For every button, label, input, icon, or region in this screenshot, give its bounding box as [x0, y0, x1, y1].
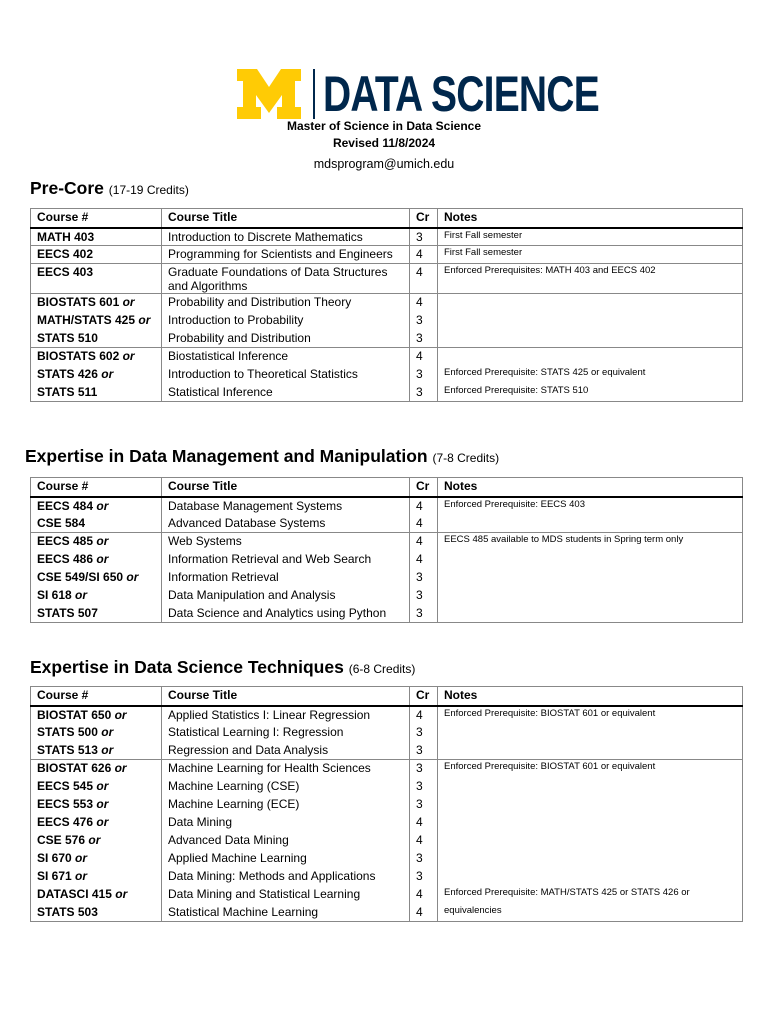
course-notes	[438, 312, 743, 330]
logo-divider	[313, 69, 315, 119]
course-code: SI 618	[37, 587, 72, 602]
course-code: MATH 403	[37, 229, 95, 244]
program-email[interactable]: mdsprogram@umich.edu	[313, 157, 455, 171]
header-title: Course Title	[162, 209, 410, 228]
course-title: Information Retrieval	[162, 569, 410, 587]
course-credits: 3	[410, 850, 438, 868]
course-title: Database Management Systems	[162, 497, 410, 515]
or-connector: or	[101, 742, 114, 757]
course-notes	[438, 850, 743, 868]
course-notes	[438, 814, 743, 832]
course-credits: 4	[410, 246, 438, 264]
course-notes: Enforced Prerequisite: STATS 425 or equivalent	[438, 366, 743, 384]
course-code: SI 670	[37, 850, 72, 865]
course-notes	[438, 515, 743, 533]
course-credits: 4	[410, 886, 438, 904]
course-title: Data Science and Analytics using Python	[162, 605, 410, 623]
course-number	[31, 246, 162, 264]
or-connector: or	[96, 551, 109, 566]
course-credits: 3	[410, 796, 438, 814]
course-title: Web Systems	[162, 533, 410, 551]
program-name: Master of Science in Data Science	[286, 119, 482, 133]
course-notes	[438, 569, 743, 587]
course-notes: Enforced Prerequisite: EECS 403	[438, 497, 743, 515]
course-credits: 4	[410, 832, 438, 850]
course-number	[31, 850, 162, 868]
section-title-data-science-techniques	[30, 656, 415, 680]
course-number	[31, 228, 162, 246]
course-row	[31, 366, 743, 384]
course-row	[31, 228, 743, 246]
course-notes: Enforced Prerequisite: MATH/STATS 425 or STATS 426 or	[438, 886, 743, 904]
or-connector: or	[96, 796, 109, 811]
or-connector: or	[101, 366, 114, 381]
course-number	[31, 868, 162, 886]
or-connector: or	[96, 814, 109, 829]
data-science-techniques-table	[30, 686, 743, 922]
course-credits: 3	[410, 384, 438, 402]
course-row	[31, 587, 743, 605]
course-row	[31, 796, 743, 814]
section-credits: (6-8 Credits)	[348, 662, 416, 676]
course-row	[31, 850, 743, 868]
course-title: Data Manipulation and Analysis	[162, 587, 410, 605]
course-row	[31, 904, 743, 922]
course-notes: EECS 485 available to MDS students in Spring term only	[438, 533, 743, 551]
course-row	[31, 832, 743, 850]
course-number	[31, 533, 162, 551]
course-number	[31, 515, 162, 533]
course-title: Data Mining	[162, 814, 410, 832]
course-number	[31, 497, 162, 515]
course-notes: equivalencies	[438, 904, 743, 922]
course-title: Machine Learning (CSE)	[162, 778, 410, 796]
course-title: Biostatistical Inference	[162, 348, 410, 366]
course-title: Introduction to Discrete Mathematics	[162, 228, 410, 246]
course-notes	[438, 778, 743, 796]
course-row	[31, 760, 743, 778]
course-row	[31, 246, 743, 264]
course-code: EECS 484	[37, 498, 94, 513]
course-title: Machine Learning for Health Sciences	[162, 760, 410, 778]
course-title: Advanced Database Systems	[162, 515, 410, 533]
pre-core-table	[30, 208, 743, 402]
block-m-logo-icon	[237, 69, 301, 119]
course-number	[31, 587, 162, 605]
course-row	[31, 384, 743, 402]
course-title: Information Retrieval and Web Search	[162, 551, 410, 569]
course-number	[31, 742, 162, 760]
course-code: BIOSTATS 601	[37, 295, 120, 309]
section-heading: Pre-Core	[30, 178, 104, 198]
course-title: Advanced Data Mining	[162, 832, 410, 850]
course-credits: 4	[410, 497, 438, 515]
course-code: EECS 553	[37, 796, 94, 811]
course-code: STATS 503	[37, 904, 98, 919]
course-code: BIOSTAT 626	[37, 761, 112, 775]
course-number	[31, 348, 162, 366]
or-connector: or	[115, 886, 128, 901]
table-header-row	[31, 209, 743, 228]
course-credits: 3	[410, 312, 438, 330]
course-title: Probability and Distribution	[162, 330, 410, 348]
course-number	[31, 330, 162, 348]
course-number	[31, 605, 162, 623]
course-title: Statistical Learning I: Regression	[162, 724, 410, 742]
course-credits: 4	[410, 533, 438, 551]
course-notes	[438, 832, 743, 850]
course-number	[31, 760, 162, 778]
course-row	[31, 294, 743, 312]
course-title: Introduction to Theoretical Statistics	[162, 366, 410, 384]
course-credits: 4	[410, 551, 438, 569]
course-code: STATS 500	[37, 724, 98, 739]
course-row	[31, 814, 743, 832]
course-row	[31, 348, 743, 366]
course-number	[31, 904, 162, 922]
logo-wordmark: DATA SCIENCE	[323, 66, 599, 122]
course-row	[31, 778, 743, 796]
course-row	[31, 605, 743, 623]
course-row	[31, 264, 743, 294]
or-connector: or	[75, 587, 88, 602]
course-code: BIOSTATS 602	[37, 349, 120, 363]
course-credits: 3	[410, 605, 438, 623]
course-notes	[438, 724, 743, 742]
course-row	[31, 497, 743, 515]
course-notes	[438, 868, 743, 886]
course-title: Introduction to Probability	[162, 312, 410, 330]
course-title: Data Mining: Methods and Applications	[162, 868, 410, 886]
course-row	[31, 551, 743, 569]
course-number	[31, 814, 162, 832]
course-credits: 4	[410, 348, 438, 366]
or-connector: or	[126, 569, 139, 584]
course-number	[31, 886, 162, 904]
revised-date: Revised 11/8/2024	[332, 136, 436, 150]
or-connector: or	[122, 295, 135, 309]
course-title: Applied Machine Learning	[162, 850, 410, 868]
section-heading: Expertise in Data Management and Manipulation	[25, 446, 428, 466]
course-number	[31, 366, 162, 384]
section-credits: (17-19 Credits)	[108, 183, 189, 197]
course-row	[31, 515, 743, 533]
or-connector: or	[114, 707, 127, 722]
header-credits: Cr	[410, 209, 438, 228]
course-row	[31, 886, 743, 904]
course-notes: Enforced Prerequisite: STATS 510	[438, 384, 743, 402]
or-connector: or	[122, 349, 135, 363]
course-notes	[438, 330, 743, 348]
course-number	[31, 724, 162, 742]
course-title: Statistical Inference	[162, 384, 410, 402]
course-credits: 4	[410, 904, 438, 922]
course-row	[31, 724, 743, 742]
course-title: Data Mining and Statistical Learning	[162, 886, 410, 904]
header-notes: Notes	[438, 478, 743, 497]
course-row	[31, 569, 743, 587]
course-code: STATS 510	[37, 330, 98, 345]
course-code: STATS 507	[37, 605, 98, 620]
course-credits: 4	[410, 294, 438, 312]
course-number	[31, 384, 162, 402]
course-notes: Enforced Prerequisite: BIOSTAT 601 or equivalent	[438, 706, 743, 724]
or-connector: or	[101, 724, 114, 739]
course-row	[31, 330, 743, 348]
course-notes	[438, 742, 743, 760]
course-number	[31, 778, 162, 796]
or-connector: or	[96, 534, 109, 548]
course-title: Regression and Data Analysis	[162, 742, 410, 760]
course-number	[31, 796, 162, 814]
course-number	[31, 832, 162, 850]
course-code: EECS 476	[37, 814, 94, 829]
course-credits: 3	[410, 366, 438, 384]
course-code: CSE 584	[37, 515, 86, 530]
course-row	[31, 533, 743, 551]
course-notes: Enforced Prerequisite: BIOSTAT 601 or equivalent	[438, 760, 743, 778]
course-credits: 3	[410, 742, 438, 760]
course-credits: 4	[410, 515, 438, 533]
table-header-row	[31, 478, 743, 497]
or-connector: or	[96, 498, 109, 513]
header-course: Course #	[31, 478, 162, 497]
course-credits: 3	[410, 569, 438, 587]
header-notes: Notes	[438, 209, 743, 228]
course-credits: 3	[410, 587, 438, 605]
course-number	[31, 312, 162, 330]
course-notes	[438, 587, 743, 605]
or-connector: or	[96, 778, 109, 793]
header-credits: Cr	[410, 687, 438, 706]
header-title: Course Title	[162, 687, 410, 706]
section-title-pre-core	[30, 177, 189, 201]
section-heading: Expertise in Data Science Techniques	[30, 657, 344, 677]
section-credits: (7-8 Credits)	[432, 451, 500, 465]
course-row	[31, 706, 743, 724]
data-management-table	[30, 477, 743, 623]
course-code: EECS 545	[37, 778, 94, 793]
course-code: STATS 513	[37, 742, 98, 757]
course-number	[31, 569, 162, 587]
or-connector: or	[114, 761, 127, 775]
course-credits: 3	[410, 868, 438, 886]
course-notes	[438, 796, 743, 814]
course-code: SI 671	[37, 868, 72, 883]
header-course: Course #	[31, 687, 162, 706]
course-code: CSE 576	[37, 832, 86, 847]
header-notes: Notes	[438, 687, 743, 706]
course-notes	[438, 348, 743, 366]
course-credits: 3	[410, 778, 438, 796]
course-number	[31, 264, 162, 294]
course-number	[31, 294, 162, 312]
course-credits: 3	[410, 228, 438, 246]
course-number	[31, 706, 162, 724]
course-code: EECS 485	[37, 534, 94, 548]
course-title: Programming for Scientists and Engineers	[162, 246, 410, 264]
course-number	[31, 551, 162, 569]
course-row	[31, 868, 743, 886]
course-code: EECS 486	[37, 551, 94, 566]
course-credits: 4	[410, 264, 438, 294]
or-connector: or	[75, 850, 88, 865]
header-title: Course Title	[162, 478, 410, 497]
course-code: DATASCI 415	[37, 886, 112, 901]
course-row	[31, 742, 743, 760]
course-code: EECS 403	[37, 265, 94, 279]
or-connector: or	[138, 312, 151, 327]
course-title: Probability and Distribution Theory	[162, 294, 410, 312]
course-code: BIOSTAT 650	[37, 707, 112, 722]
table-header-row	[31, 687, 743, 706]
course-notes: Enforced Prerequisites: MATH 403 and EECS 402	[438, 264, 743, 294]
course-code: STATS 511	[37, 384, 98, 399]
course-title: Machine Learning (ECE)	[162, 796, 410, 814]
course-title: Statistical Machine Learning	[162, 904, 410, 922]
course-code: STATS 426	[37, 366, 98, 381]
or-connector: or	[88, 832, 101, 847]
course-notes: First Fall semester	[438, 246, 743, 264]
course-credits: 3	[410, 724, 438, 742]
course-code: MATH/STATS 425	[37, 312, 136, 327]
course-credits: 4	[410, 706, 438, 724]
course-code: EECS 402	[37, 247, 94, 261]
course-title: Graduate Foundations of Data Structures and Algorithms	[162, 264, 410, 294]
course-notes	[438, 605, 743, 623]
section-title-data-management	[25, 445, 499, 469]
course-code: CSE 549/SI 650	[37, 569, 124, 584]
course-notes: First Fall semester	[438, 228, 743, 246]
header-credits: Cr	[410, 478, 438, 497]
course-notes	[438, 294, 743, 312]
data-science-logo	[237, 67, 677, 121]
course-credits: 4	[410, 814, 438, 832]
or-connector: or	[75, 868, 88, 883]
course-title: Applied Statistics I: Linear Regression	[162, 706, 410, 724]
course-row	[31, 312, 743, 330]
course-credits: 3	[410, 330, 438, 348]
course-notes	[438, 551, 743, 569]
course-credits: 3	[410, 760, 438, 778]
header-course: Course #	[31, 209, 162, 228]
